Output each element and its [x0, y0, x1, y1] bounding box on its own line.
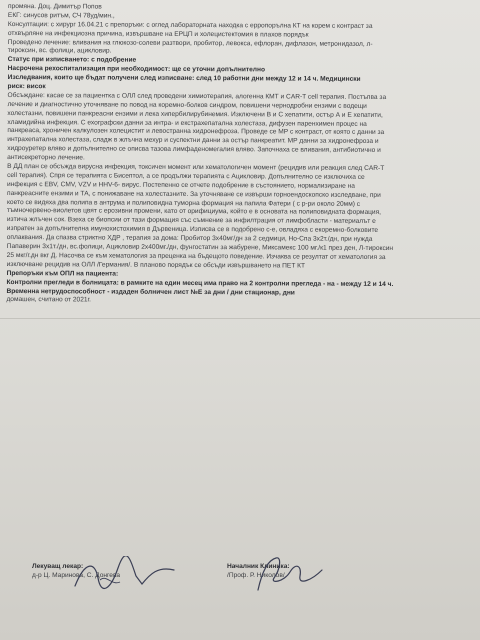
- text-line: Консултации: с хирург 16.04.21 с препоръки: с оглед лабораторната находка с ерропорълна КТ на корем с контраст за: [7, 20, 373, 30]
- text-line: риск: висок: [7, 83, 46, 91]
- clinic-head-name: /Проф. Р. Николов/: [227, 571, 285, 579]
- text-line: Обсъждане: касае се за пациентка с ОЛЛ след проведени химиотерапия, алогенна КМТ и CAR-T cell терапия. Постъпва за: [7, 91, 387, 101]
- text-line: тъмночервено-виолетов цвят с ерозивни промени, като от орифициума, който е в основата на полиповидната формация,: [6, 207, 382, 217]
- text-line: хламидийна инфекция. С ехографски данни за интра- и екстрахепатална холестаза, дифузен паренхимен процес на: [7, 118, 367, 128]
- paper-fold-line: [0, 318, 480, 319]
- text-line: инфекция с EBV, CMV, VZV и HHV-6- вирус. Постепенно се отчете подобрение в състоянието, нормализиране на: [7, 180, 355, 190]
- clinic-head-title: Началник Клиника:: [227, 563, 290, 570]
- text-line: изключване рецидив на ОЛЛ /Германия/. В плановo порядък се обсъди извършването на ПЕТ КТ: [6, 260, 306, 270]
- text-line: Временна нетрудоспособност - издаден болничен лист №Е за дни / дни стационар, дни: [6, 287, 295, 297]
- text-line: Изследвания, които ще бъдат получени след изписване: след 10 работни дни между 12 и 14 ч. Медицински: [7, 74, 361, 83]
- text-line: антисекреторно лечение.: [7, 154, 85, 162]
- text-line: отхвърляне на инфекциозна причина, извършване на ЕРЦП и холецистектомия в плахов порядък: [7, 29, 309, 39]
- text-line: В ДД план се обсъжда вирусна инфекция, токсичен момент или хематологичен момент (рецидив или реакция след CAR-T: [7, 163, 385, 173]
- text-line: Препоръки към ОПЛ на пациента:: [6, 269, 119, 278]
- text-line: Статус при изписването: с подобрение: [7, 56, 137, 65]
- text-line: ЕКГ: синусов ритъм, СЧ 78уд/мин.,: [7, 11, 115, 20]
- text-line: промяна. Доц. Димитър Попов: [7, 3, 102, 11]
- discharge-text-body: [6, 3, 474, 308]
- text-line: оплаквания. Да спазва стриктно ХДР , терапия за дома: Пробитор 3х40мг/дн за 2 седмици, Но-Спа 3х2т./дн, при нужда: [6, 234, 373, 244]
- text-line: панкреасните ензими и ТА, с понижаване на холестазните. За уточняване се извърши горноендоскопско изследване, при: [6, 189, 381, 199]
- text-line: тироксин, вс. фолици, ацикловир.: [7, 47, 112, 55]
- text-line: което се видяха два полипа в антрума и полиповидна туморна формация на папила Фатери ( с р-ри около 20мм) с: [6, 198, 361, 208]
- text-line: Папаверин 3х1т./дн, вс.фолици, Ацикловир 2х400мг./дн, фунгостатин за жабурене, Миксамекс 100 мг./к1 през ден, Л-тироксин: [6, 243, 394, 253]
- text-line: изпратен за допълнителна имунохистохимия в Дървеница. Изписва се в подобрено с-е, овладяха с екоремно-болковите: [6, 225, 379, 235]
- attending-physician-title: Лекуващ лекар:: [32, 563, 84, 570]
- left-signature-scribble: [70, 556, 180, 596]
- text-line: хидроуретер вляво и допълнително се описва тазова лимфаденомегалия вляво. Започнаха се вливания, антибиотично и: [7, 145, 381, 155]
- attending-physician-name: д-р Ц. Маринова, С. Донгева: [32, 571, 121, 579]
- text-line: Насрочена рехоспитализация при необходимост: ще се уточни допълнително: [7, 65, 265, 74]
- text-line: Проведено лечение: вливания на глюкозо-солеви разтвори, пробитор, левокса, ефлоран, дифлазон, метронидазол, л-: [7, 38, 373, 48]
- text-line: 25 мкг/г.дн вкг Д. Насочва се към хематология за преценка на бъдещото поведение. Изчаква се резултат от хематология за: [6, 251, 386, 261]
- text-line: панкреаса, хроничен калкулозен холецистит и левостранна хидронефроза. Проведе се МР с контраст, от която с данни за: [7, 127, 385, 137]
- text-line: лечение и диагностично уточняване по повод на коремно-болков синдром, повишени чернодробни ензими с водещи: [7, 100, 367, 110]
- text-line: интрахепатална холестаза, сладж в жлъчна мехур и суспектни данни за остър панкреатит. МР данни за хидронефроза и: [7, 136, 379, 146]
- text-line: cell терапия). Спря се терапията с Бисептол, а се продължи терапията с Ацикловир. Допълнително се изключиха се: [7, 171, 365, 181]
- text-line: домашен, считано от 2021г.: [6, 296, 92, 304]
- right-signature-scribble: [250, 552, 330, 596]
- text-line: изтича жлъчен сок. Взеха се биопсии от тази формация със съмнение за инфилтрация от лимфобласти - материалът е: [6, 216, 376, 226]
- text-line: холестазни, повишени панкреасни ензими и лека хипербилирубинемия. Изключени В и С хепатити, остър А и Е хепатити,: [7, 109, 383, 119]
- text-line: Контролни прегледи в болницата: в рамките на един месец има право на 2 контролни прегледа - на - между 12 и 14 ч.: [6, 278, 394, 288]
